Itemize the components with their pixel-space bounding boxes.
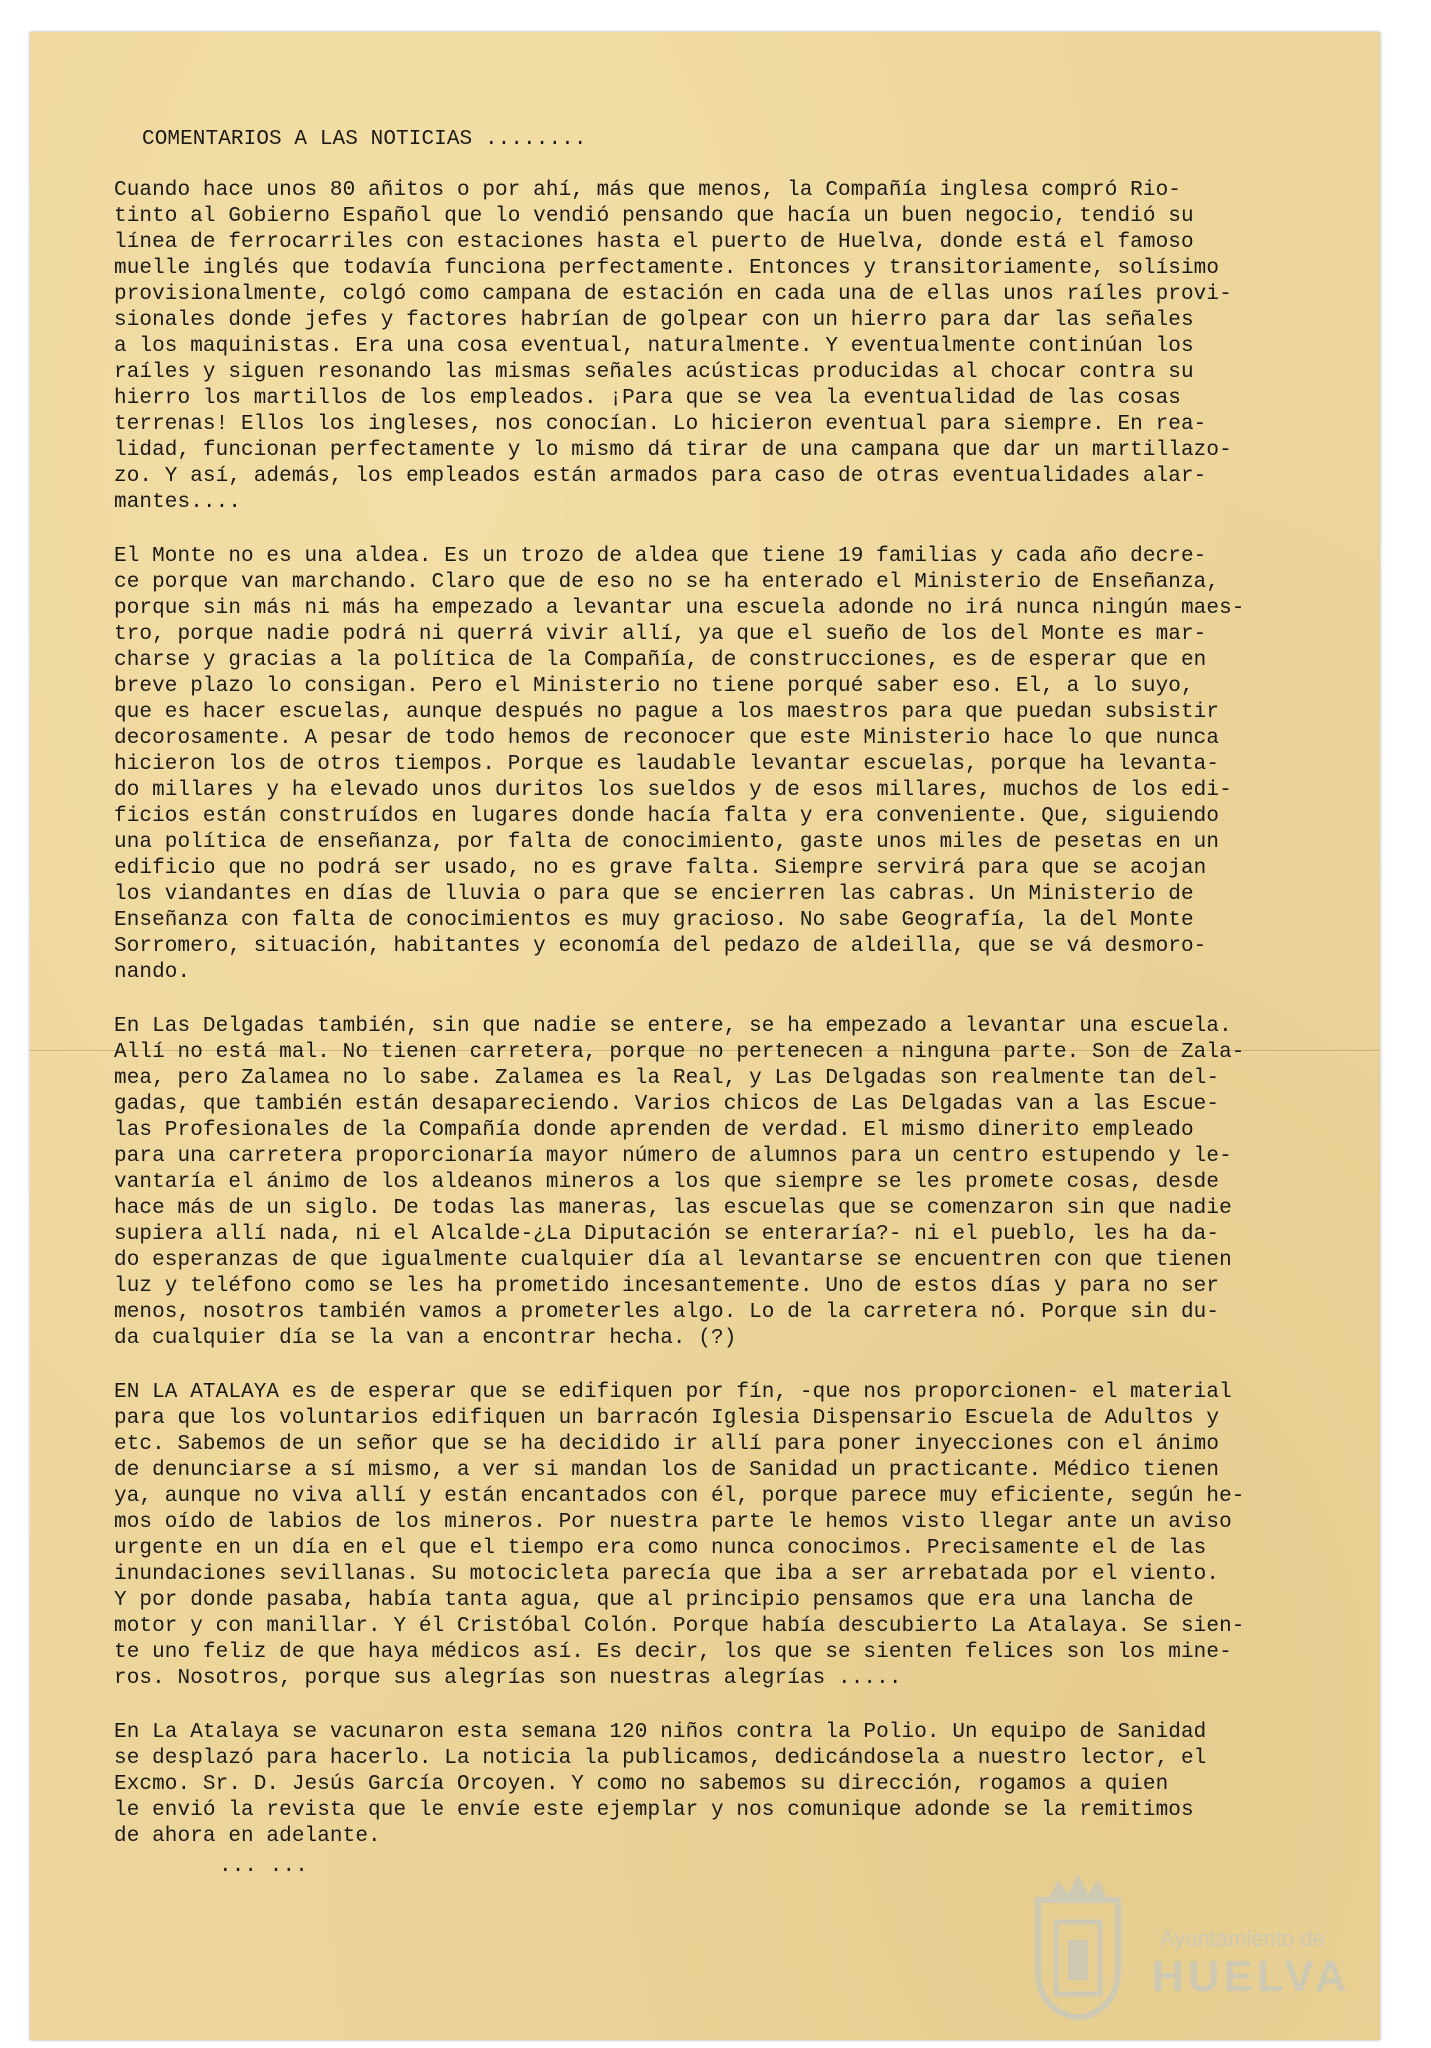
text-line: da cualquier día se la van a encontrar hecha. (?): [114, 1327, 737, 1350]
text-line: ficios están construídos en lugares donde hacía falta y era conveniente. Que, siguiendo: [114, 805, 1220, 828]
text-line: ya, aunque no viva allí y están encantados con él, porque parece muy eficiente, según he-: [114, 1485, 1245, 1508]
text-line: En Las Delgadas también, sin que nadie se entere, se ha empezado a levantar una escuela.: [114, 1015, 1232, 1038]
text-line: los viandantes en días de lluvia o para que se encierren las cabras. Un Ministerio de: [114, 883, 1194, 906]
text-line: edificio que no podrá ser usado, no es grave falta. Siempre servirá para que se acojan: [114, 857, 1207, 880]
watermark-line2: HUELVA: [1152, 1952, 1351, 2001]
coat-of-arms-icon: [1018, 1860, 1138, 2020]
text-line: luz y teléfono como se les ha prometido incesantemente. Uno de estos días y para no ser: [114, 1275, 1220, 1298]
text-line: ros. Nosotros, porque sus alegrías son nuestras alegrías .....: [114, 1667, 902, 1690]
text-line: terrenas! Ellos los ingleses, nos conocían. Lo hicieron eventual para siempre. En rea-: [114, 413, 1207, 436]
text-line: supiera allí nada, ni el Alcalde-¿La Diputación se enteraría?- ni el pueblo, les ha da-: [114, 1223, 1220, 1246]
text-line: lidad, funcionan perfectamente y lo mismo dá tirar de una campana que dar un martillazo-: [114, 439, 1232, 462]
text-line: do esperanzas de que igualmente cualquier día al levantarse se encuentren con que tienen: [114, 1249, 1232, 1272]
watermark-line1: Ayuntamiento de: [1160, 1926, 1325, 1951]
text-line: muelle inglés que todavía funciona perfectamente. Entonces y transitoriamente, solísimo: [114, 257, 1220, 280]
text-line: inundaciones sevillanas. Su motocicleta parecía que iba a ser arrebatada por el viento.: [114, 1563, 1220, 1586]
text-line: Y por donde pasaba, había tanta agua, que al principio pensamos que era una lancha de: [114, 1589, 1194, 1612]
text-line: una política de enseñanza, por falta de conocimiento, gaste unos miles de pesetas en un: [114, 831, 1220, 854]
paragraph: [114, 1720, 1299, 1850]
text-line: te uno feliz de que haya médicos así. Es decir, los que se sienten felices son los mine-: [114, 1641, 1232, 1664]
paragraph: [114, 544, 1299, 986]
text-line: gadas, que también están desapareciendo. Varios chicos de Las Delgadas van a las Escue-: [114, 1093, 1220, 1116]
text-line: tinto al Gobierno Español que lo vendió pensando que hacía un buen negocio, tendió su: [114, 205, 1194, 228]
text-line: mea, pero Zalamea no lo sabe. Zalamea es la Real, y Las Delgadas son realmente tan del-: [114, 1067, 1220, 1090]
text-line: hierro los martillos de los empleados. ¡Para que se vea la eventualidad de las cosas: [114, 387, 1181, 410]
text-line: hace más de un siglo. De todas las maneras, las escuelas que se comenzaron sin que nadie: [114, 1197, 1232, 1220]
paragraph: [114, 1380, 1299, 1692]
text-line: urgente en un día en el que el tiempo era como nunca conocimos. Precisamente el de las: [114, 1537, 1207, 1560]
paragraph: [114, 1014, 1299, 1352]
text-line: breve plazo lo consigan. Pero el Ministerio no tiene porqué saber eso. El, a lo suyo,: [114, 675, 1194, 698]
text-line: menos, nosotros también vamos a prometerles algo. Lo de la carretera nó. Porque sin du-: [114, 1301, 1220, 1324]
text-line: do millares y ha elevado unos duritos los sueldos y de esos millares, muchos de los edi-: [114, 779, 1232, 802]
text-line: sionales donde jefes y factores habrían de golpear con un hierro para dar las señales: [114, 309, 1194, 332]
text-line: a los maquinistas. Era una cosa eventual, naturalmente. Y eventualmente continúan los: [114, 335, 1194, 358]
text-line: decorosamente. A pesar de todo hemos de reconocer que este Ministerio hace lo que nunca: [114, 727, 1220, 750]
text-line: EN LA ATALAYA es de esperar que se edifiquen por fín, -que nos proporcionen- el material: [114, 1381, 1232, 1404]
text-line: mantes....: [114, 491, 242, 514]
text-line: raíles y siguen resonando las mismas señales acústicas producidas al chocar contra su: [114, 361, 1194, 384]
text-line: de denunciarse a sí mismo, a ver si mandan los de Sanidad un practicante. Médico tienen: [114, 1459, 1220, 1482]
text-line: se desplazó para hacerlo. La noticia la publicamos, dedicándosela a nuestro lector, el: [114, 1747, 1207, 1770]
text-line: línea de ferrocarriles con estaciones hasta el puerto de Huelva, donde está el famoso: [114, 231, 1194, 254]
text-line: que es hacer escuelas, aunque después no pague a los maestros para que puedan subsistir: [114, 701, 1220, 724]
text-line: provisionalmente, colgó como campana de estación en cada una de ellas unos raíles provi-: [114, 283, 1232, 306]
text-line: motor y con manillar. Y él Cristóbal Colón. Porque había descubierto La Atalaya. Se sien-: [114, 1615, 1245, 1638]
text-line: mos oído de labios de los mineros. Por nuestra parte le hemos visto llegar ante un aviso: [114, 1511, 1232, 1534]
text-line: Enseñanza con falta de conocimientos es muy gracioso. No sabe Geografía, la del Monte: [114, 909, 1194, 932]
text-line: Allí no está mal. No tienen carretera, porque no pertenecen a ninguna parte. Son de Zala-: [114, 1041, 1245, 1064]
text-line: Excmo. Sr. D. Jesús García Orcoyen. Y como no sabemos su dirección, rogamos a quien: [114, 1773, 1169, 1796]
text-line: Cuando hace unos 80 añitos o por ahí, más que menos, la Compañía inglesa compró Rio-: [114, 179, 1181, 202]
text-line: vantaría el ánimo de los aldeanos mineros a los que siempre se les promete cosas, desde: [114, 1171, 1220, 1194]
text-line: de ahora en adelante.: [114, 1825, 381, 1848]
text-line: zo. Y así, además, los empleados están armados para caso de otras eventualidades alar-: [114, 465, 1207, 488]
paper-sheet: [30, 32, 1380, 2040]
text-line: nando.: [114, 961, 191, 984]
text-line: hicieron los de otros tiempos. Porque es laudable levantar escuelas, porque ha levanta-: [114, 753, 1220, 776]
text-line: ce porque van marchando. Claro que de eso no se ha enterado el Ministerio de Enseñanza,: [114, 571, 1220, 594]
text-line: para una carretera proporcionaría mayor número de alumnos para un centro estupendo y le-: [114, 1145, 1232, 1168]
paragraphs: [114, 178, 1299, 1850]
text-line: En La Atalaya se vacunaron esta semana 120 niños contra la Polio. Un equipo de Sanidad: [114, 1721, 1207, 1744]
text-line: etc. Sabemos de un señor que se ha decidido ir allí para poner inyecciones con el ánimo: [114, 1433, 1220, 1456]
text-line: para que los voluntarios edifiquen un barracón Iglesia Dispensario Escuela de Adultos y: [114, 1407, 1220, 1430]
document-body: [114, 127, 1299, 1880]
closing-ellipsis: ... ...: [219, 1855, 308, 1878]
text-line: le envió la revista que le envíe este ejemplar y nos comunique adonde se la remitimos: [114, 1799, 1194, 1822]
paragraph: [114, 178, 1299, 516]
text-line: charse y gracias a la política de la Compañía, de construcciones, es de esperar que en: [114, 649, 1207, 672]
text-line: porque sin más ni más ha empezado a levantar una escuela adonde no irá nunca ningún maes-: [114, 597, 1245, 620]
text-line: El Monte no es una aldea. Es un trozo de aldea que tiene 19 familias y cada año decre-: [114, 545, 1207, 568]
watermark: [1018, 1860, 1358, 2020]
text-line: tro, porque nadie podrá ni querrá vivir allí, ya que el sueño de los del Monte es mar-: [114, 623, 1207, 646]
text-line: Sorromero, situación, habitantes y economía del pedazo de aldeilla, que se vá desmoro-: [114, 935, 1207, 958]
document-heading: COMENTARIOS A LAS NOTICIAS ........: [142, 128, 587, 151]
text-line: las Profesionales de la Compañía donde aprenden de verdad. El mismo dinerito empleado: [114, 1119, 1194, 1142]
